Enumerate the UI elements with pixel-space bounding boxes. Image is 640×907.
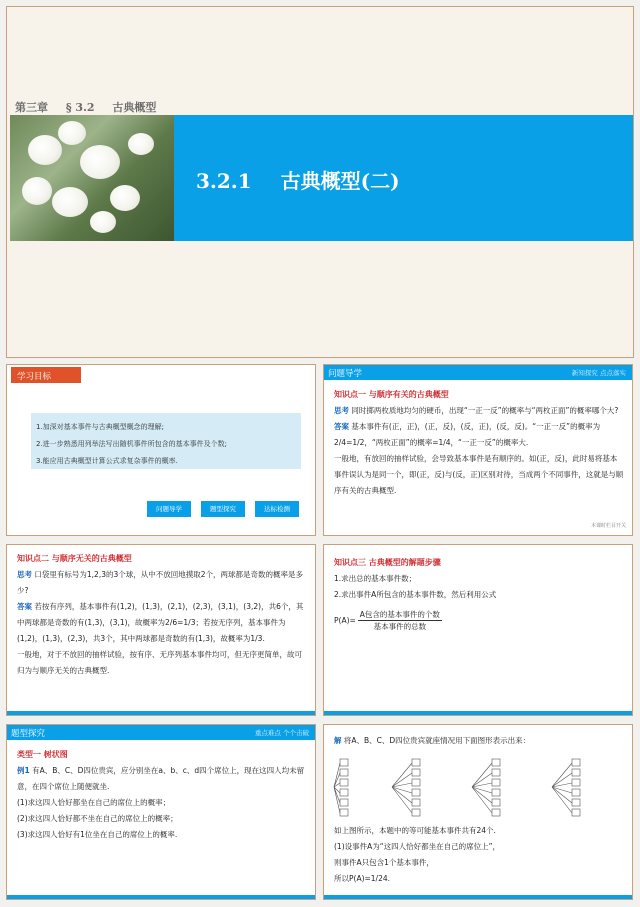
nav-button-test[interactable]: 达标检测: [255, 501, 299, 517]
footer-label: 本课时栏目开关: [590, 523, 626, 529]
knowledge-title: 知识点二 与顺序无关的古典概型: [17, 554, 132, 563]
think-text: 口袋里有标号为1,2,3的3个球，从中不放回地摸取2个，两球都是奇数的概率是多少?: [17, 570, 304, 595]
section-number: § 3.2: [65, 101, 95, 114]
think-paragraph: [17, 567, 307, 599]
chapter-heading: [15, 99, 170, 115]
footer-bar: [7, 711, 315, 715]
slide-header: [324, 365, 632, 380]
step-one: 1.求出总的基本事件数；: [334, 574, 417, 583]
goals-tag: 学习目标: [11, 367, 81, 383]
slide-knowledge-1: [323, 364, 633, 536]
example-block: [17, 747, 307, 843]
formula-denominator: 基本事件的总数: [373, 622, 427, 631]
solution-text: 将A、B、C、D四位贵宾就座情况用下面图形表示出来：: [343, 736, 531, 745]
slide-learning-goals: [6, 364, 316, 536]
note-text: 一般地，有放回的抽样试验，会导致基本事件是有顺序的。如(正，反)，此时易将基本事件误认为是同一个，即(正，反)与(反，正)区别对待，当成两个不同事件，这就是与顺序有关的古典概型.: [334, 454, 624, 495]
example-text: 有A、B、C、D四位贵宾，应分别坐在a、b、c、d四个席位上，现在这四人均未留意，在四个席位上随便就坐.: [17, 766, 305, 791]
header-subtitle: 重点难点 个个击破: [254, 729, 309, 737]
think-text: 同时掷两枚质地均匀的硬币，出现“一正一反”的概率与“两枚正面”的概率哪个大?: [351, 406, 619, 415]
slide-header: [7, 725, 315, 740]
seating-tree-diagram: [332, 755, 624, 819]
slide-knowledge-2: [6, 544, 316, 716]
slide-cover: [6, 6, 634, 358]
slide-solution-1: [323, 724, 633, 900]
goals-box: [31, 413, 301, 469]
nav-button-guide[interactable]: 问题导学: [147, 501, 191, 517]
knowledge-block: [334, 555, 624, 632]
example-label: 例1: [17, 766, 30, 775]
solution-heading: [334, 733, 624, 749]
formula-lhs: P(A)=: [334, 615, 356, 625]
goal-item: 1.加深对基本事件与古典概型概念的理解;: [36, 423, 165, 431]
header-subtitle: 新知探究 点点落实: [571, 369, 626, 377]
knowledge-title: 知识点一 与顺序有关的古典概型: [334, 390, 449, 399]
solution-line: 所以P(A)=1/24.: [334, 874, 391, 883]
slide-example-1: [6, 724, 316, 900]
goal-item: 3.能应用古典概型计算公式求复杂事件的概率.: [36, 457, 178, 465]
lesson-title: [196, 165, 400, 194]
answer-paragraph: [334, 419, 624, 451]
answer-label: 答案: [334, 422, 349, 431]
probability-formula: [334, 609, 624, 632]
answer-text: 若按有序列，基本事件有(1,2)，(1,3)，(2,1)，(2,3)，(3,1)，(3,2)，共6个，其中两球都是奇数的有(1,3)，(3,1)，故概率为2/6=1/3；若按无序列，基本事件为(1,2)，(1,3)，(2,3)，共3个，其中两球都是奇数的有(1,3)，故概率为1/3.: [17, 602, 304, 643]
knowledge-block: [334, 387, 624, 499]
example-paragraph: [17, 763, 307, 795]
title-band: [174, 115, 633, 241]
nav-button-explore[interactable]: 题型探究: [201, 501, 245, 517]
think-label: 思考: [17, 570, 32, 579]
chapter-label: 第三章: [15, 101, 48, 114]
question-1: (1)求这四人恰好都坐在自己的席位上的概率；: [17, 798, 171, 807]
answer-text: 基本事件有(正，正)，(正，反)，(反，正)，(反，反)。“一正一反”的概率为2/4=1/2，“两枚正面”的概率=1/4，“一正一反”的概率大.: [334, 422, 601, 447]
think-label: 思考: [334, 406, 349, 415]
step-two: 2.求出事件A所包含的基本事件数，然后利用公式: [334, 590, 497, 599]
header-title: 题型探究: [11, 729, 46, 739]
question-2: (2)求这四人恰好都不坐在自己的席位上的概率；: [17, 814, 178, 823]
solution-body: [334, 823, 624, 887]
header-title: 问题导学: [328, 369, 363, 379]
solution-line: 如上图所示，本题中的等可能基本事件共有24个.: [334, 826, 496, 835]
knowledge-block: [17, 551, 307, 679]
solution-line: 则事件A只包含1个基本事件，: [334, 858, 434, 867]
footer-bar: [324, 895, 632, 899]
knowledge-title: 知识点三 古典概型的解题步骤: [334, 558, 441, 567]
goal-item: 2.进一步熟悉用列举法写出随机事件所包含的基本事件及个数;: [36, 440, 228, 448]
solution-line: (1)设事件A为“这四人恰好都坐在自己的席位上”，: [334, 842, 501, 851]
formula-fraction: [358, 609, 442, 632]
formula-numerator: A包含的基本事件的个数: [359, 610, 440, 619]
solution-label: 解: [334, 736, 342, 745]
lesson-number: 3.2.1: [196, 169, 252, 193]
footer-bar: [7, 895, 315, 899]
type-title: 类型一 树状图: [17, 750, 68, 759]
answer-paragraph: [17, 599, 307, 647]
think-paragraph: [334, 403, 624, 419]
section-title: 古典概型: [112, 101, 157, 114]
footer-bar: [324, 711, 632, 715]
slide-knowledge-3: [323, 544, 633, 716]
lesson-name: 古典概型(二): [280, 169, 400, 193]
pear-blossom-photo: [10, 115, 174, 241]
note-text: 一般地，对于不放回的抽样试验，按有序、无序列基本事件均可，但无序更简单，故可归为与顺序无关的古典概型.: [17, 650, 302, 675]
answer-label: 答案: [17, 602, 32, 611]
question-3: (3)求这四人恰好有1位坐在自己的席位上的概率.: [17, 830, 178, 839]
